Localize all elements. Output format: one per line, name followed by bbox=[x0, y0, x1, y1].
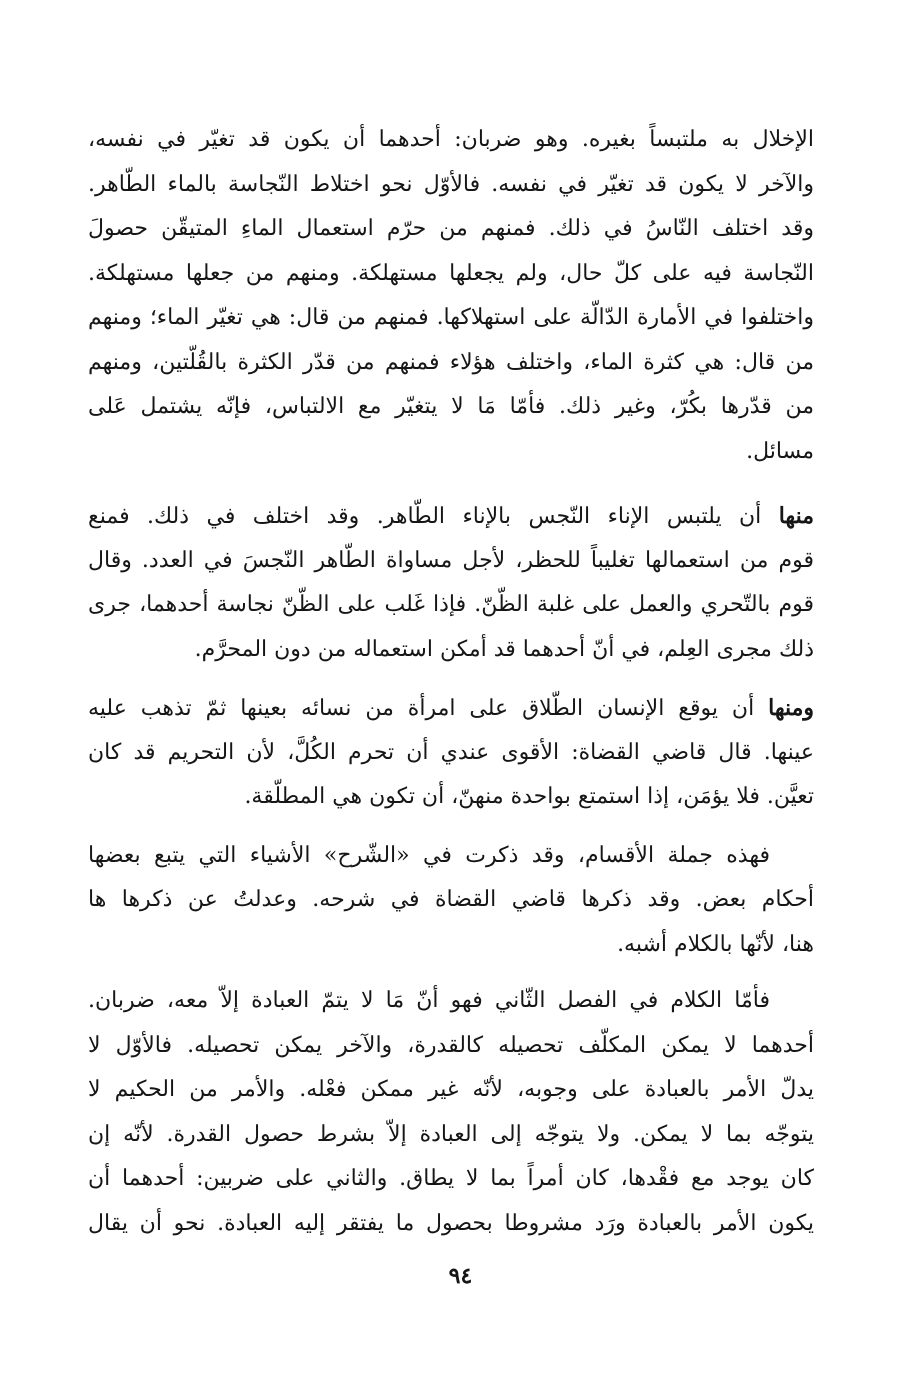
text-line: الإخلال به ملتبساً بغيره. وهو ضربان: أحدهما أن يكون قد تغيّر في نفسه، bbox=[88, 127, 814, 152]
paragraph-2 bbox=[88, 494, 814, 672]
text-line: عينها. قال قاضي القضاة: الأقوى عندي أن تحرم الكُلَّ، لأن التحريم قد كان bbox=[88, 739, 814, 765]
paragraph-lead: منها bbox=[778, 503, 814, 529]
page-body bbox=[88, 118, 814, 1318]
text-line: من قدّرها بكُرّ، وغير ذلك. فأمّا مَا لا يتغيّر مع الالتباس، فإنّه يشتمل عَلى bbox=[88, 394, 814, 419]
text-line: أحكام بعض. وقد ذكرها قاضي القضاة في شرحه. وعدلتُ عن ذكرها ها bbox=[88, 887, 814, 912]
text-line: وقد اختلف النّاسُ في ذلك. فمنهم من حرّم استعمال الماءِ المتيقّن حصولَ bbox=[88, 216, 814, 241]
text-line: هنا، لأنّها بالكلام أشبه. bbox=[617, 931, 814, 957]
text-line: كان يوجد مع فقْدها، كان أمراً بما لا يطاق. والثاني على ضربين: أحدهما أن bbox=[88, 1166, 814, 1191]
text-line: من قال: هي كثرة الماء، واختلف هؤلاء فمنهم من قدّر الكثرة بالقُلّتين، ومنهم bbox=[88, 349, 814, 375]
text-line: فأمّا الكلام في الفصل الثّاني فهو أنّ مَا لا يتمّ العبادة إلاّ معه، ضربان. bbox=[88, 988, 770, 1013]
text-line: يتوجّه بما لا يمكن. ولا يتوجّه إلى العبادة إلاّ بشرط حصول القدرة. لأنّه إن bbox=[88, 1121, 814, 1147]
paragraph-5 bbox=[88, 979, 814, 1246]
paragraph-4 bbox=[88, 834, 814, 968]
text-line: يكون الأمر بالعبادة ورَد مشروطا بحصول ما يفتقر إليه العبادة. نحو أن يقال bbox=[88, 1210, 814, 1236]
text-line: أحدهما لا يمكن المكلّف تحصيله كالقدرة، والآخر يمكن تحصيله. فالأوّل لا bbox=[88, 1032, 814, 1058]
paragraph-3 bbox=[88, 686, 814, 820]
text-line: مسائل. bbox=[746, 438, 814, 464]
text-line: تعيَّن. فلا يؤمَن، إذا استمتع بواحدة منهنّ، أن تكون هي المطلّقة. bbox=[244, 784, 814, 809]
text-line: قوم من استعمالها تغليباً للحظر، لأجل مساواة الطّاهر النّجسَ في العدد. وقال bbox=[88, 547, 814, 573]
text-line: قوم بالتّحري والعمل على غلبة الظّنّ. فإذا غَلب على الظّنّ نجاسة أحدهما، جرى bbox=[88, 592, 814, 617]
text-line: فهذه جملة الأقسام، وقد ذكرت في «الشّرح» الأشياء التي يتبع بعضها bbox=[88, 842, 770, 868]
text-line: يدلّ الأمر بالعبادة على وجوبه، لأنّه غير ممكن فعْله. والأمر من الحكيم لا bbox=[88, 1077, 814, 1102]
text-line bbox=[88, 494, 814, 539]
text-line: والآخر لا يكون قد تغيّر في نفسه. فالأوّل نحو اختلاط النّجاسة بالماء الطّاهر. bbox=[88, 171, 814, 197]
line-text: أن يوقع الإنسان الطّلاق على امرأة من نسائه بعينها ثمّ تذهب عليه bbox=[88, 696, 769, 721]
paragraph-lead: ومنها bbox=[768, 695, 814, 721]
page-number: ٩٤ bbox=[448, 1263, 473, 1289]
text-line: ذلك مجرى العِلم، في أنّ أحدهما قد أمكن استعماله من دون المحرَّم. bbox=[194, 636, 814, 662]
text-line bbox=[88, 686, 814, 731]
text-line: النّجاسة فيه على كلّ حال، ولم يجعلها مستهلكة. ومنهم من جعلها مستهلكة. bbox=[88, 260, 814, 286]
text-line: واختلفوا في الأمارة الدّالّة على استهلاكها. فمنهم من قال: هي تغيّر الماء؛ ومنهم bbox=[88, 305, 814, 330]
line-text: أن يلتبس الإناء النّجس بالإناء الطّاهر. وقد اختلف في ذلك. فمنع bbox=[88, 504, 779, 529]
paragraph-1 bbox=[88, 118, 814, 474]
